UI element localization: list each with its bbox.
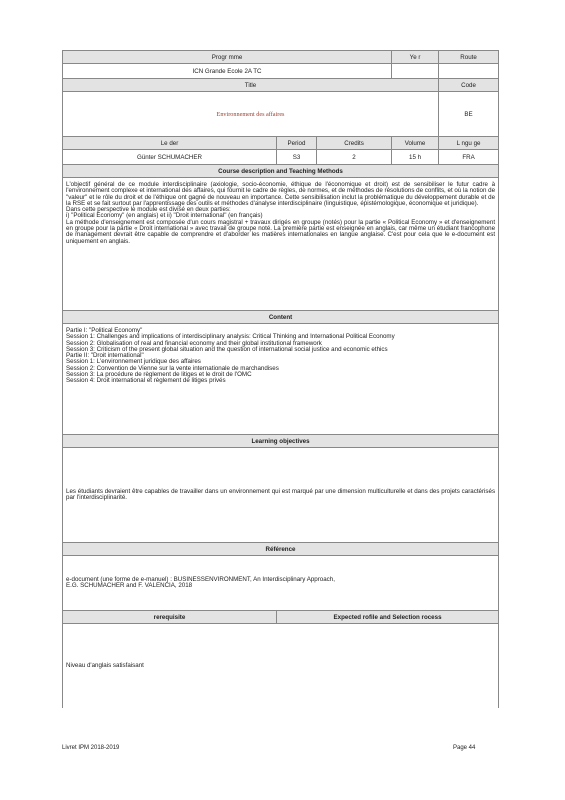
content-body: [63, 324, 499, 435]
reference-line: e-document (une forme de e-manuel) : BUSINESSENVIRONMENT, An Interdisciplinary Approach,: [66, 575, 335, 583]
footer-page-number: Page 44: [453, 745, 476, 751]
year-label: Ye r: [392, 51, 439, 64]
route-label: Route: [439, 51, 499, 64]
content-line: Session 4: Droit international et règlement de litiges privés: [66, 377, 226, 385]
course-title: Environnement des affaires: [63, 92, 439, 137]
reference-line: E.G. SCHUMACHER and F. VALENCIA, 2018: [66, 582, 193, 589]
programme-label: Progr mme: [63, 51, 392, 64]
description-body: [63, 178, 499, 311]
period-label: Period: [277, 137, 317, 150]
course-code: BE: [439, 92, 499, 137]
content-line: Partie II: "Droit international": [66, 352, 144, 360]
reference-body: [63, 556, 499, 611]
route-value: [439, 64, 499, 79]
description-heading: Course description and Teaching Methods: [63, 165, 499, 178]
volume-label: Volume: [392, 137, 439, 150]
content-line: Session 1: L'environnement juridique des affaires: [66, 358, 201, 366]
content-line: Session 3: Criticism of the present global situation and the question of international social justice and economic ethics: [66, 345, 388, 353]
objectives-heading: Learning objectives: [63, 435, 499, 448]
course-sheet-table: [62, 50, 499, 708]
year-value: [392, 64, 439, 79]
prerequisite-text: Niveau d'anglais satisfaisant: [66, 661, 144, 669]
leader-label: Le der: [63, 137, 277, 150]
description-paragraph: Dans cette perspective le module est divisé en deux parties:: [66, 206, 231, 214]
description-paragraph: i) "Political Economy" (en anglais) et ii) "Droit international" (en français): [66, 212, 263, 220]
leader-value: Günter SCHUMACHER: [63, 150, 277, 165]
volume-value: 15 h: [392, 150, 439, 165]
code-label: Code: [439, 79, 499, 92]
footer-booklet: Livret IPM 2018-2019: [62, 745, 120, 751]
objectives-text: Les étudiants devraient être capables de travailler dans un environnement qui est marqué par une dimension multiculturelle et dans des projets caractérisés par l'interdisciplinarité.: [66, 487, 496, 501]
content-line: Partie I: "Political Economy": [66, 327, 143, 334]
content-line: Session 2: Convention de Vienne sur la vente internationale de marchandises: [66, 364, 279, 372]
period-value: S3: [277, 150, 317, 165]
credits-value: 2: [317, 150, 392, 165]
objectives-body: [63, 448, 499, 543]
description-paragraph: L'objectif général de ce module interdisciplinaire (axiologie, socio-économie, éthique de l'économique et droit) est de sensibiliser le futur cadre à l'environnement complexe et international des affaires, qui fournit le cadre de règles, de normes, et de méthodes de résolutions de conflits, et où la notion de "valeur" et le rôle du droit et de l'éthique ont gagné de nouveau en importance. Cette sensibilisation inclut la problématique du développement durable et de la RSE et se fait surtout par l'apprentissage des outils et méthodes d'analyse interdisciplinaire (linguistique, épistémologique, économique et juridique).: [66, 181, 496, 207]
content-line: Session 3: La procédure de règlement de litiges et le droit de l'OMC: [66, 371, 252, 379]
syllabus-page: [62, 50, 498, 708]
reference-heading: Référence: [63, 543, 499, 556]
title-label: Title: [63, 79, 439, 92]
programme-value: ICN Grande Ecole 2A TC: [63, 64, 392, 79]
prerequisite-body: [63, 624, 499, 709]
expected-profile-heading: Expected rofile and Selection rocess: [277, 611, 499, 624]
credits-label: Credits: [317, 137, 392, 150]
content-heading: Content: [63, 311, 499, 324]
description-paragraph: La méthode d'enseignement est composée d'un cours magistral + travaux dirigés en groupe (notés) pour la partie « Political Economy » et d'enseignement en groupe pour la partie « Droit international » avec travail de groupe noté. La première partie est enseignée en anglais, car même un étudiant francophone de management devrait être capable de comprendre et d'aborder les matières internationales en langue anglaise. C'est pour cela que le e-document est uniquement en anglais.: [66, 218, 496, 245]
language-value: FRA: [439, 150, 499, 165]
prerequisite-heading: rerequisite: [63, 611, 277, 624]
language-label: L ngu ge: [439, 137, 499, 150]
content-line: Session 2: Globalisation of real and financial economy and their global institutional framework: [66, 339, 322, 347]
content-line: Session 1: Challenges and implications of interdisciplinary analysis: Critical Thinking and International Political Economy: [66, 333, 395, 341]
